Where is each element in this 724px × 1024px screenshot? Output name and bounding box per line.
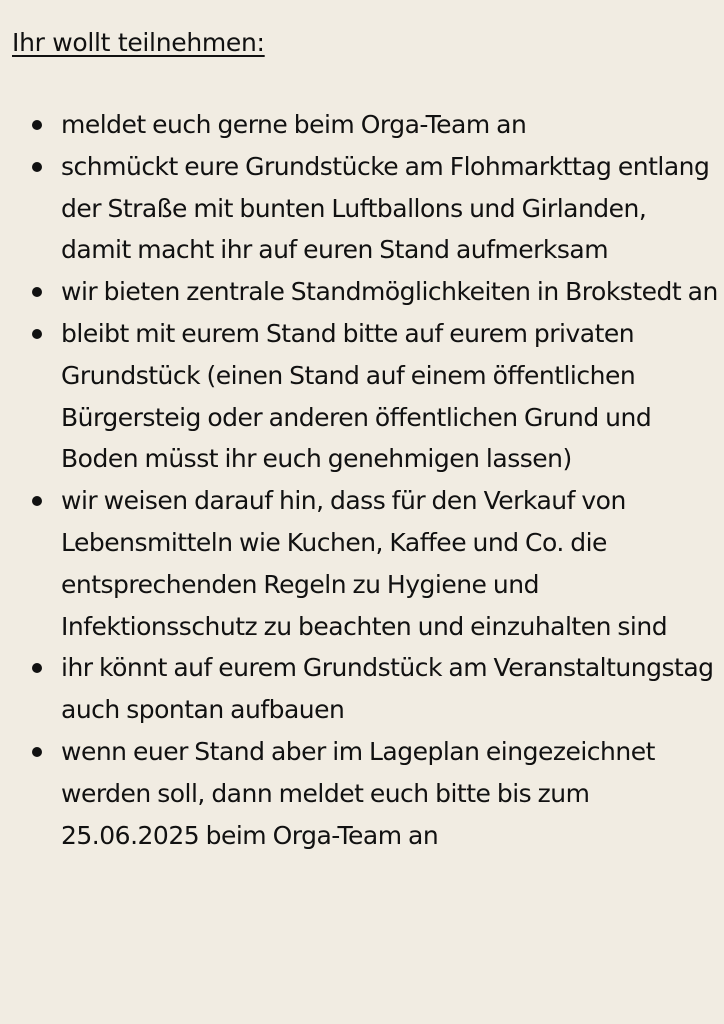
participation-list	[0, 104, 724, 856]
list-item-text: wir weisen darauf hin, dass für den Verkauf von Lebensmitteln wie Kuchen, Kaffee und Co. die entsprechenden Regeln zu Hygiene und Infektionsschutz zu beachten und einzuhalten sind	[61, 486, 668, 641]
list-item	[0, 731, 724, 856]
list-item-text: wenn euer Stand aber im Lageplan eingezeichnet werden soll, dann meldet euch bitte bis zum 25.06.2025 beim Orga-Team an	[61, 736, 655, 850]
bullet-icon	[32, 663, 42, 673]
bullet-icon	[32, 496, 42, 506]
list-item	[0, 313, 724, 480]
list-item	[0, 647, 724, 731]
bullet-icon	[32, 329, 42, 339]
list-item-text: wir bieten zentrale Standmöglichkeiten in Brokstedt an	[61, 277, 718, 307]
page-heading: Ihr wollt teilnehmen:	[12, 28, 265, 57]
list-item	[0, 271, 724, 313]
list-item	[0, 480, 724, 647]
list-item	[0, 104, 724, 146]
list-item-text: meldet euch gerne beim Orga-Team an	[61, 110, 527, 139]
bullet-icon	[32, 287, 42, 297]
list-item-text: schmückt eure Grundstücke am Flohmarkttag entlang der Straße mit bunten Luftballons und Girlanden, damit macht ihr auf euren Stand aufmerksam	[61, 151, 710, 265]
bullet-icon	[32, 120, 42, 130]
list-item-text: ihr könnt auf eurem Grundstück am Veranstaltungstag auch spontan aufbauen	[61, 653, 714, 725]
list-item-text: bleibt mit eurem Stand bitte auf eurem privaten Grundstück (einen Stand auf einem öffentlichen Bürgersteig oder anderen öffentlichen Grund und Boden müsst ihr euch genehmigen lassen)	[61, 318, 652, 474]
list-item	[0, 146, 724, 271]
bullet-icon	[32, 162, 42, 172]
bullet-icon	[32, 747, 42, 757]
